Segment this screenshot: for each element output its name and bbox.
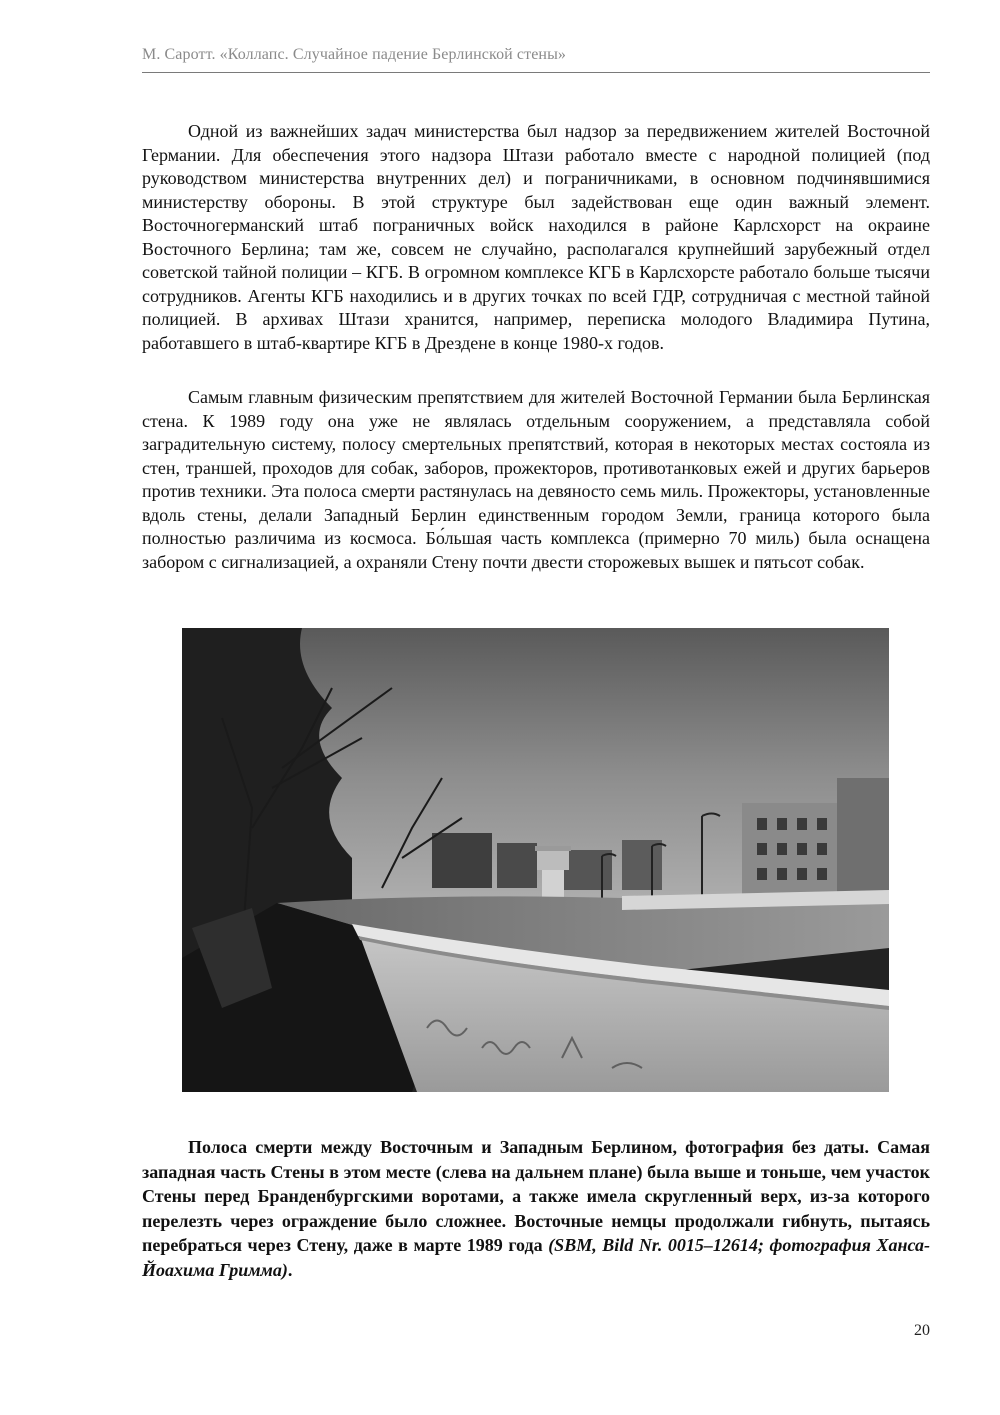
header-rule <box>142 72 930 73</box>
figure-caption <box>142 1135 930 1282</box>
paragraph-1 <box>142 120 930 355</box>
paragraph-1-text: Одной из важнейших задач министерства был надзор за передвижением жителей Восточной Германии. Для обеспечения этого надзора Штази работало вместе с народной полицией (под руководством министерства внутренних дел) и пограничниками, в основном подчинявшимися министерству обороны. В этой структуре был задействован еще один важный элемент. Восточногерманский штаб пограничных войск находился в районе Карлсхорст на окраине Восточного Берлина; там же, совсем не случайно, располагался крупнейший зарубежный отдел советской тайной полиции – КГБ. В огромном комплексе КГБ в Карлсхорсте работало больше тысячи сотрудников. Агенты КГБ находились и в других точках по всей ГДР, сотрудничая с местной тайной полицией. В архивах Штази хранится, например, переписка молодого Владимира Путина, работавшего в штаб-квартире КГБ в Дрездене в конце 1980-х годов. <box>142 121 930 353</box>
page-number: 20 <box>914 1322 930 1339</box>
paragraph-2 <box>142 386 930 574</box>
caption-text: Полоса смерти между Восточным и Западным Берлином, фотография без даты. Самая западная часть Стены в этом месте (слева на дальнем плане) была выше и тоньше, чем участок Стены перед Бранденбургскими воротами, а также имела скругленный верх, из-за которого перелезть через ограждение было сложнее. Восточные немцы продолжали гибнуть, пытаясь перебраться через Стену, даже в марте 1989 года <box>142 1137 930 1255</box>
caption-credit: (SBM, Bild Nr. 0015–12614; фотография Ханса-Йоахима Гримма) <box>142 1235 930 1280</box>
running-head: М. Саротт. «Коллапс. Случайное падение Берлинской стены» <box>142 46 567 63</box>
berlin-wall-photo-drawing <box>182 628 889 1092</box>
caption-paragraph <box>142 1135 930 1282</box>
caption-end: . <box>287 1259 293 1280</box>
paragraph-2-text: Самым главным физическим препятствием для жителей Восточной Германии была Берлинская стена. К 1989 году она уже не являлась отдельным сооружением, а представляла собой заградительную систему, полосу смертельных препятствий, которая в некоторых местах состояла из стен, траншей, проходов для собак, заборов, прожекторов, противотанковых ежей и других барьеров против техники. Эта полоса смерти растянулась на девяносто семь миль. Прожекторы, установленные вдоль стены, делали Западный Берлин единственным городом Земли, граница которого была полностью различима из космоса. Бо́льшая часть комплекса (примерно 70 миль) была оснащена забором с сигнализацией, а охраняли Стену почти двести сторожевых вышек и пятьсот собак. <box>142 387 930 572</box>
berlin-wall-photo <box>182 628 889 1092</box>
